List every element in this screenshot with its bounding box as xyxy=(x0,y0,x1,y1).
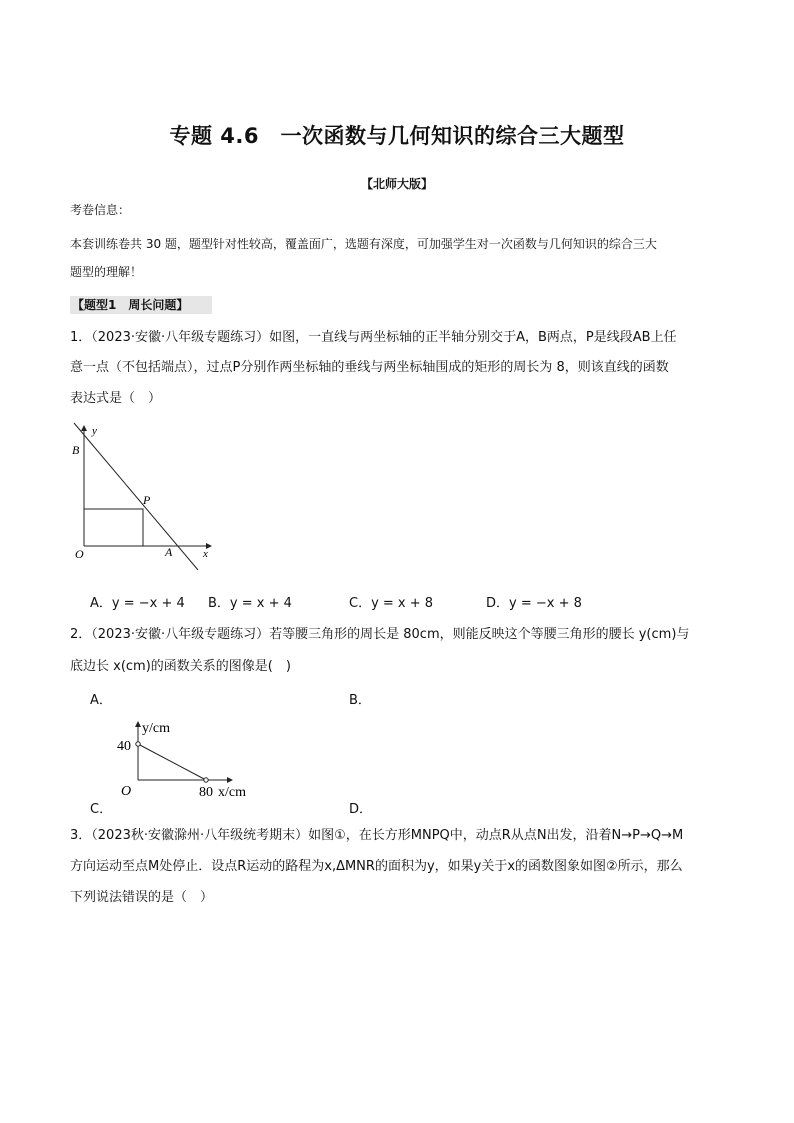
q1-option-c[interactable]: C．y = x + 8 xyxy=(349,596,434,611)
q2-origin-label: O xyxy=(121,784,132,799)
q1-option-b[interactable]: B．y = x + 4 xyxy=(208,596,292,611)
q1-line-2: 意一点（不包括端点），过点P分别作两坐标轴的垂线与两坐标轴围成的矩形的周长为 8，则该直线的函数 xyxy=(70,360,669,375)
q2-y-tick: 40 xyxy=(117,739,131,754)
q2-line-1: 2．（2023·安徽·八年级专题练习）若等腰三角形的周长是 80cm，则能反映这个等腰三角形的腰长 y(cm)与 xyxy=(70,627,690,642)
q2-option-c[interactable]: C． xyxy=(90,802,113,817)
q1-label-o: O xyxy=(75,547,84,561)
q2-line-2: 底边长 x(cm)的函数关系的图像是( ) xyxy=(70,659,291,674)
q2-function-line xyxy=(138,744,206,780)
q2-open-point-x xyxy=(204,778,208,782)
exam-info-label: 考卷信息： xyxy=(70,203,131,217)
q2-option-a[interactable]: A． xyxy=(90,693,112,708)
q1-label-a: A xyxy=(165,545,173,559)
q2-x-axis-label: x/cm xyxy=(218,785,246,800)
q1-label-y: y xyxy=(92,425,97,437)
q1-rectangle xyxy=(84,509,143,546)
q3-line-3: 下列说法错误的是（ ） xyxy=(70,890,214,905)
q3-line-2: 方向运动至点M处停止．设点R运动的路程为x,ΔMNR的面积为y，如果y关于x的函数图象如图②所示，那么 xyxy=(70,859,683,874)
q2-x-tick: 80 xyxy=(199,785,213,800)
intro-line-2: 题型的理解！ xyxy=(70,265,143,279)
q2-option-d[interactable]: D． xyxy=(349,802,373,817)
q2-graph xyxy=(110,714,270,804)
page-title: 专题 4.6 一次函数与几何知识的综合三大题型 xyxy=(169,124,625,148)
q1-line-3: 表达式是（ ） xyxy=(70,391,162,406)
q2-open-point-y xyxy=(136,742,140,746)
q1-label-b: B xyxy=(72,443,80,457)
q1-label-p: P xyxy=(143,493,151,507)
section-heading-perimeter: 【题型1 周长问题】 xyxy=(70,296,212,314)
edition-label: 【北师大版】 xyxy=(360,177,433,191)
q1-option-d[interactable]: D．y = −x + 8 xyxy=(486,596,582,611)
q1-line-ab xyxy=(74,423,198,570)
q1-figure xyxy=(66,420,226,570)
q3-line-1: 3．（2023秋·安徽滁州·八年级统考期末）如图①，在长方形MNPQ中，动点R从点N出发，沿着N→P→Q→M xyxy=(70,828,684,843)
q1-line-1: 1．（2023·安徽·八年级专题练习）如图，一直线与两坐标轴的正半轴分别交于A，B两点，P是线段AB上任 xyxy=(70,330,677,345)
q1-option-a[interactable]: A．y = −x + 4 xyxy=(90,596,185,611)
q1-label-x: x xyxy=(203,548,208,560)
intro-line-1: 本套训练卷共 30 题，题型针对性较高，覆盖面广，选题有深度，可加强学生对一次函数与几何知识的综合三大 xyxy=(70,237,657,251)
q2-option-b[interactable]: B． xyxy=(349,693,371,708)
q2-y-axis-label: y/cm xyxy=(142,721,170,736)
